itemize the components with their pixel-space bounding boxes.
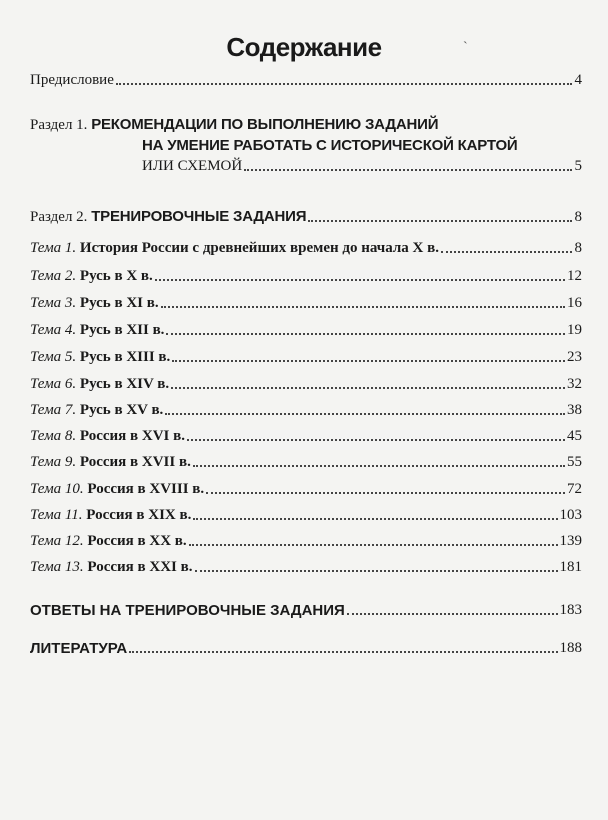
- topic-name: Россия в XVIII в.: [87, 481, 205, 497]
- toc-entry-section-1[interactable]: [30, 116, 582, 134]
- toc-entry-topic[interactable]: [30, 402, 582, 419]
- toc-entry-topic[interactable]: [30, 533, 582, 550]
- toc-entry-topic[interactable]: [30, 322, 582, 339]
- topic-name: Россия в XVI в.: [79, 428, 185, 444]
- topic-name: Русь в XII в.: [79, 322, 165, 338]
- dot-leader: [172, 360, 565, 362]
- entry-page: 72: [567, 481, 582, 497]
- entry-page: 19: [567, 322, 582, 338]
- section-title-line-1: РЕКОМЕНДАЦИИ ПО ВЫПОЛНЕНИЮ ЗАДАНИЙ: [91, 116, 439, 133]
- dot-leader: [161, 306, 565, 308]
- entry-page: 8: [574, 209, 582, 225]
- entry-page: 8: [574, 240, 582, 256]
- toc-entry-answers[interactable]: [30, 602, 582, 619]
- dot-leader: [189, 544, 558, 546]
- topic-prefix: Тема 8.: [30, 428, 77, 444]
- dot-leader: [155, 279, 565, 281]
- toc-entry-topic[interactable]: [30, 481, 582, 498]
- topic-name: Русь в XV в.: [79, 402, 164, 418]
- topic-prefix: Тема 6.: [30, 376, 77, 392]
- toc-entry-topic[interactable]: [30, 349, 582, 366]
- topic-prefix: Тема 4.: [30, 322, 77, 338]
- topic-name: Русь в X в.: [79, 268, 153, 284]
- entry-page: 139: [559, 533, 582, 549]
- topic-prefix: Тема 13.: [30, 559, 84, 575]
- toc-entry-preface[interactable]: [30, 72, 582, 89]
- topic-prefix: Тема 7.: [30, 402, 77, 418]
- dot-leader: [187, 439, 565, 441]
- toc-entry-topic[interactable]: [30, 428, 582, 445]
- entry-page: 45: [567, 428, 582, 444]
- entry-page: 16: [567, 295, 582, 311]
- topic-name: Россия в XXI в.: [87, 559, 193, 575]
- dot-leader: [166, 333, 565, 335]
- topic-prefix: Тема 9.: [30, 454, 77, 470]
- entry-page: 4: [574, 72, 582, 88]
- entry-page: 188: [559, 640, 582, 656]
- section-prefix: Раздел 1.: [30, 117, 88, 133]
- entry-page: 55: [567, 454, 582, 470]
- section-title: ТРЕНИРОВОЧНЫЕ ЗАДАНИЯ: [91, 208, 307, 225]
- entry-page: 32: [567, 376, 582, 392]
- topic-name: Русь в XIII в.: [79, 349, 171, 365]
- entry-label: ОТВЕТЫ НА ТРЕНИРОВОЧНЫЕ ЗАДАНИЯ: [30, 602, 345, 619]
- toc-entry-literature[interactable]: [30, 640, 582, 657]
- dot-leader: [347, 613, 558, 615]
- topic-prefix: Тема 10.: [30, 481, 84, 497]
- topic-name: Россия в XVII в.: [79, 454, 191, 470]
- toc-entry-topic[interactable]: [30, 268, 582, 285]
- topic-prefix: Тема 2.: [30, 268, 77, 284]
- topic-prefix: Тема 11.: [30, 507, 83, 523]
- dot-leader: [193, 518, 557, 520]
- toc-entry-topic[interactable]: [30, 454, 582, 471]
- dot-leader: [129, 651, 557, 653]
- entry-page: 23: [567, 349, 582, 365]
- dot-leader: [195, 570, 558, 572]
- toc-entry-section-1-last[interactable]: [30, 158, 582, 175]
- topic-name: Русь в XIV в.: [79, 376, 170, 392]
- toc-entry-topic[interactable]: [30, 507, 582, 524]
- dot-leader: [165, 413, 565, 415]
- section-title-line-2: НА УМЕНИЕ РАБОТАТЬ С ИСТОРИЧЕСКОЙ КАРТОЙ: [142, 137, 518, 154]
- entry-label: Предисловие: [30, 72, 114, 88]
- entry-page: 183: [559, 602, 582, 618]
- entry-label: ЛИТЕРАТУРА: [30, 640, 128, 657]
- dot-leader: [308, 220, 572, 222]
- dot-leader: [171, 387, 565, 389]
- section-prefix: Раздел 2.: [30, 209, 88, 225]
- section-title-line-3: ИЛИ СХЕМОЙ: [142, 158, 243, 174]
- dot-leader: [441, 251, 572, 253]
- topic-prefix: Тема 3.: [30, 295, 77, 311]
- toc-entry-topic[interactable]: [30, 240, 582, 257]
- dot-leader: [206, 492, 565, 494]
- pen-mark-icon: ˋ: [463, 40, 468, 55]
- entry-page: 103: [559, 507, 582, 523]
- toc-entry-topic[interactable]: [30, 376, 582, 393]
- entry-page: 38: [567, 402, 582, 418]
- entry-page: 12: [567, 268, 582, 284]
- entry-page: 181: [559, 559, 582, 575]
- topic-name: Россия в XX в.: [87, 533, 187, 549]
- entry-page: 5: [574, 158, 582, 174]
- toc-entry-topic[interactable]: [30, 559, 582, 576]
- toc-entry-topic[interactable]: [30, 295, 582, 312]
- topic-name: Россия в XIX в.: [86, 507, 192, 523]
- dot-leader: [116, 83, 572, 85]
- topic-prefix: Тема 12.: [30, 533, 84, 549]
- topic-name: Русь в XI в.: [79, 295, 159, 311]
- topic-prefix: Тема 1.: [30, 240, 77, 256]
- dot-leader: [193, 465, 565, 467]
- topic-name: История России с древнейших времен до начала X в.: [79, 240, 439, 256]
- topic-prefix: Тема 5.: [30, 349, 77, 365]
- toc-entry-section-2[interactable]: [30, 208, 582, 226]
- dot-leader: [244, 169, 572, 171]
- page-title: Содержание: [226, 32, 382, 62]
